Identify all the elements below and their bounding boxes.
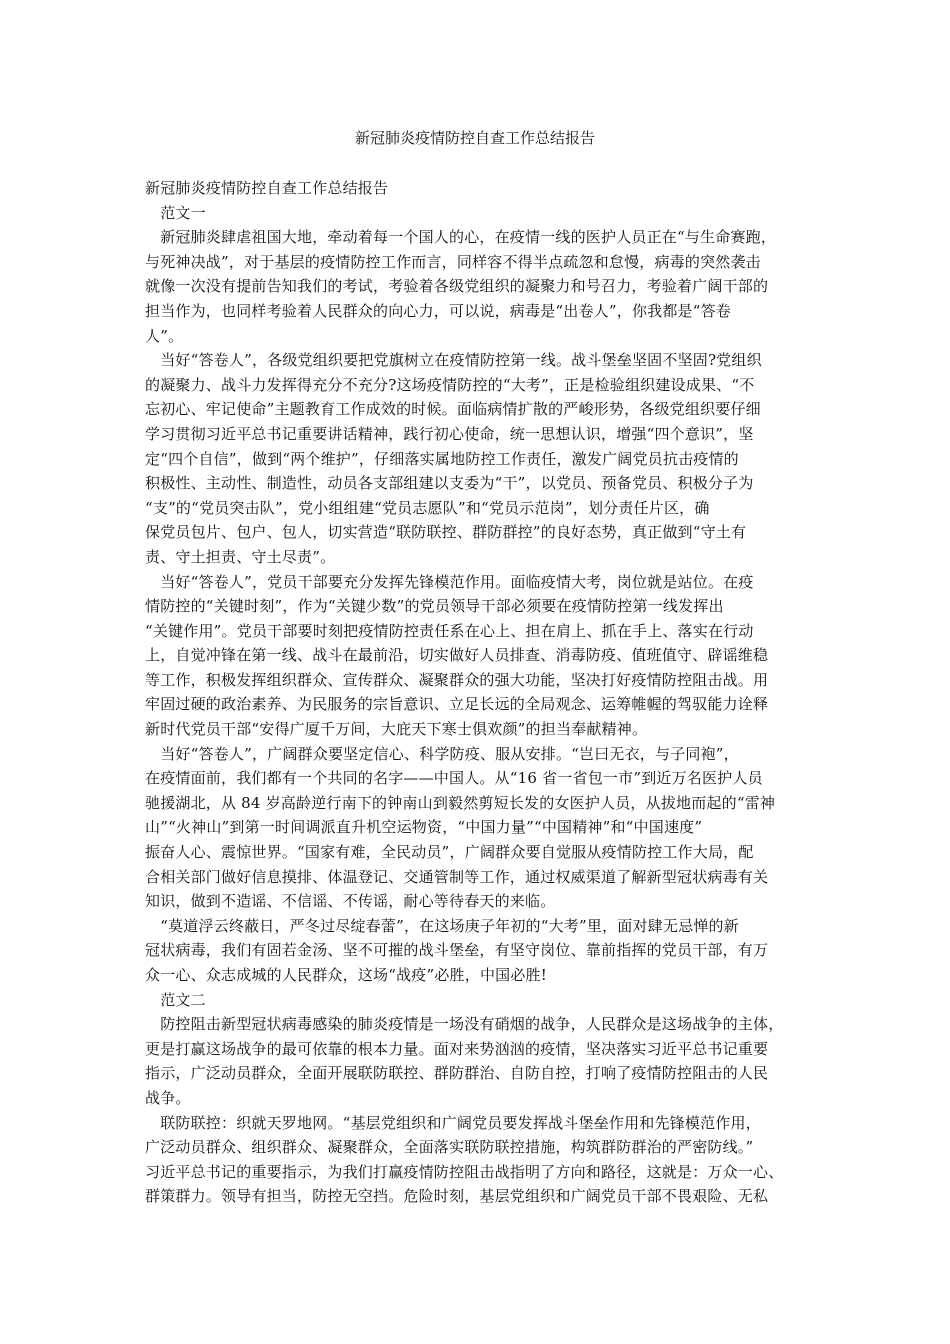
- text-line: 牢固过硬的政治素养、为民服务的宗旨意识、立足长远的全局观念、运筹帷幄的驾驭能力诠释: [145, 695, 769, 714]
- text-line: 范文一: [145, 203, 206, 222]
- text-line: 山”“火神山”到第一时间调派直升机空运物资，“中国力量”“中国精神”和“中国速度”: [145, 818, 703, 837]
- text-line: 广泛动员群众、组织群众、凝聚群众，全面落实联防联控措施，构筑群防群治的严密防线。”: [145, 1138, 754, 1157]
- text-line: 更是打赢这场战争的最可依靠的根本力量。面对来势汹汹的疫情，坚决落实习近平总书记重要: [145, 1039, 769, 1058]
- text-line: 等工作，积极发挥组织群众、宣传群众、凝聚群众的强大功能，坚决打好疫情防控阻击战。用: [145, 670, 769, 689]
- document-title: 新冠肺炎疫情防控自查工作总结报告: [354, 129, 595, 147]
- text-line: 新冠肺炎疫情防控自查工作总结报告: [145, 179, 389, 197]
- text-line: 情防控的“关键时刻”，作为“关键少数”的党员领导干部必须要在疫情防控第一线发挥出: [145, 597, 724, 616]
- text-line: 就像一次没有提前告知我们的考试，考验着各级党组织的凝聚力和号召力，考验着广阔干部的: [145, 277, 769, 296]
- document-body: [145, 176, 809, 1209]
- text-line: 振奋人心、震惊世界。“国家有难，全民动员”，广阔群众要自觉服从疫情防控工作大局，配: [145, 843, 754, 862]
- text-line: 的凝聚力、战斗力发挥得充分不充分?这场疫情防控的“大考”，正是检验组织建设成果、“不: [145, 375, 755, 394]
- text-line: 学习贯彻习近平总书记重要讲话精神，践行初心使命，统一思想认识，增强“四个意识”，坚: [145, 424, 754, 443]
- text-line: 合相关部门做好信息摸排、体温登记、交通管制等工作，通过权威渠道了解新型冠状病毒有关: [145, 867, 769, 886]
- text-line: 战争。: [145, 1088, 191, 1107]
- text-line: “支”的“党员突击队”，党小组组建“党员志愿队”和“党员示范岗”，划分责任片区，确: [145, 498, 710, 517]
- text-line: 保党员包片、包户、包人，切实营造“联防联控、群防群控”的良好态势，真正做到“守土有: [145, 523, 747, 542]
- text-line: “莫道浮云终蔽日，严冬过尽绽春蕾”，在这场庚子年初的“大考”里，面对肆无忌惮的新: [145, 916, 739, 935]
- text-line: 当好“答卷人”，各级党组织要把党旗树立在疫情防控第一线。战斗堡垒坚固不坚固?党组织: [145, 351, 762, 370]
- text-line: 当好“答卷人”，党员干部要充分发挥先锋模范作用。面临疫情大考，岗位就是站位。在疫: [145, 572, 754, 591]
- text-line: 新冠肺炎肆虐祖国大地，牵动着每一个国人的心，在疫情一线的医护人员正在“与生命赛跑，: [145, 228, 777, 247]
- text-line: 指示，广泛动员群众，全面开展联防联控、群防群治、自防自控，打响了疫情防控阻击的人民: [145, 1064, 769, 1083]
- text-line: 当好“答卷人”，广阔群众要坚定信心、科学防疫、服从安排。“岂曰无衣，与子同袍”，: [145, 744, 739, 763]
- text-line: 新时代党员干部“安得广厦千万间，大庇天下寒士俱欢颜”的担当奉献精神。: [145, 720, 648, 739]
- text-line: 范文二: [145, 990, 206, 1009]
- text-line: 防控阻击新型冠状病毒感染的肺炎疫情是一场没有硝烟的战争，人民群众是这场战争的主体，: [145, 1015, 784, 1034]
- text-line: 人”。: [145, 326, 184, 345]
- text-line: 驰援湖北，从 84 岁高龄逆行南下的钟南山到毅然剪短长发的女医护人员，从拔地而起的“雷神: [145, 793, 776, 812]
- text-line: 定“四个自信”，做到“两个维护”，仔细落实属地防控工作责任，激发广阔党员抗击疫情的: [145, 449, 739, 468]
- text-line: “关键作用”。党员干部要时刻把疫情防控责任系在心上、担在肩上、抓在手上、落实在行动: [145, 621, 754, 640]
- text-line: 责、守土担责、守土尽责”。: [145, 547, 336, 566]
- text-line: 与死神决战”，对于基层的疫情防控工作而言，同样容不得半点疏忽和怠慢，病毒的突然袭击: [145, 252, 761, 271]
- text-line: 联防联控：织就天罗地网。“基层党组织和广阔党员要发挥战斗堡垒作用和先锋模范作用，: [145, 1113, 761, 1132]
- text-line: 冠状病毒，我们有固若金汤、坚不可摧的战斗堡垒，有坚守岗位、靠前指挥的党员干部，有万: [145, 941, 769, 960]
- text-line: 担当作为，也同样考验着人民群众的向心力，可以说，病毒是“出卷人”，你我都是“答卷: [145, 301, 732, 320]
- text-line: 忘初心、牢记使命”主题教育工作成效的时候。面临病情扩散的严峻形势，各级党组织要仔细: [145, 400, 761, 419]
- text-line: 习近平总书记的重要指示，为我们打赢疫情防控阻击战指明了方向和路径，这就是：万众一心、: [145, 1162, 784, 1181]
- text-line: 群策群力。领导有担当，防控无空挡。危险时刻，基层党组织和广阔党员干部不畏艰险、无私: [145, 1187, 769, 1206]
- text-line: 上，自觉冲锋在第一线、战斗在最前沿，切实做好人员排查、消毒防疫、值班值守、辟谣维稳: [145, 646, 769, 665]
- text-line: 知识，做到不造谣、不信谣、不传谣，耐心等待春天的来临。: [145, 892, 556, 911]
- text-line: 众一心、众志成城的人民群众，这场“战疫”必胜，中国必胜!: [145, 966, 547, 984]
- text-line: 在疫情面前，我们都有一个共同的名字——中国人。从“16 省一省包一市”到近万名医护人员: [145, 769, 763, 788]
- text-line: 积极性、主动性、制造性，动员各支部组建以支委为“干”，以党员、预备党员、积极分子为: [145, 474, 754, 493]
